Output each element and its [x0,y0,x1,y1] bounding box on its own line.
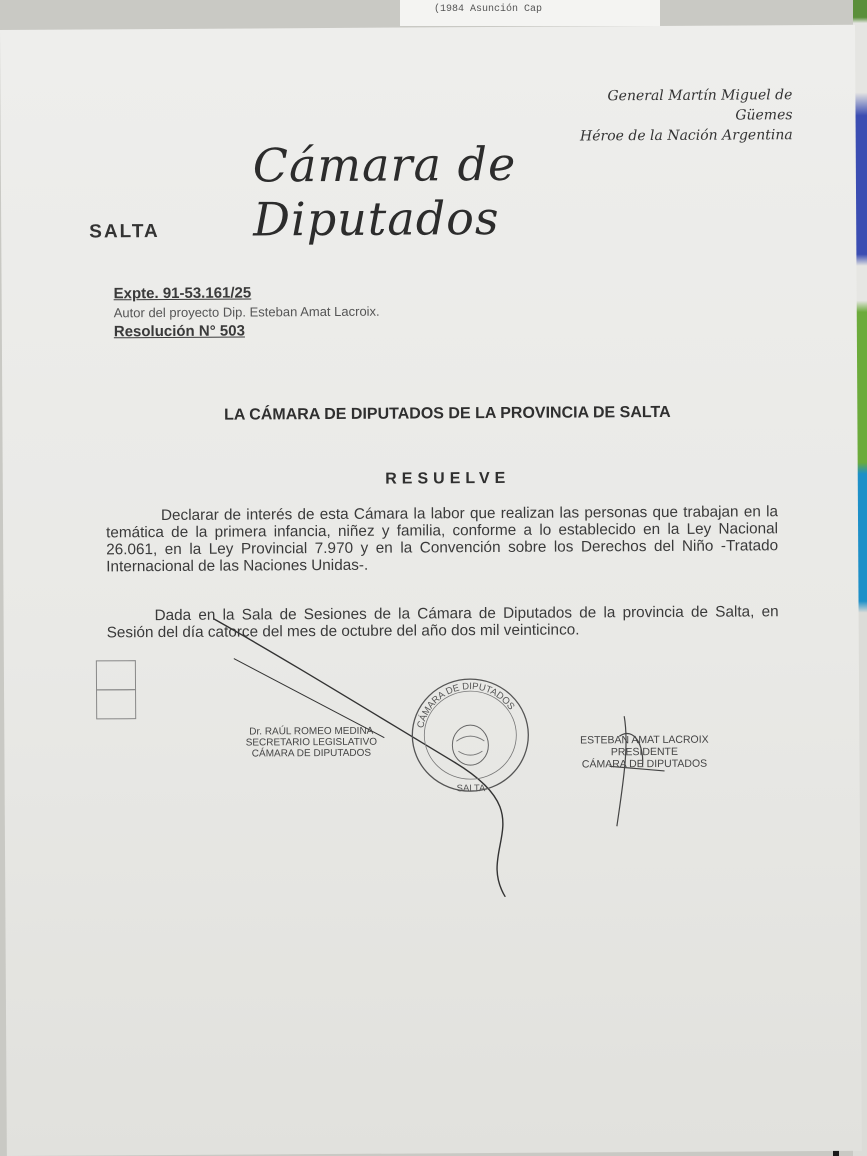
document-heading: LA CÁMARA DE DIPUTADOS DE LA PROVINCIA DE SALTA [224,403,671,424]
file-number: Expte. 91-53.161/25 [113,284,252,303]
chamber-title: Cámara de Diputados [252,136,517,247]
underlying-page-text: (1984 Asunción Cap [434,4,543,15]
seal-ring-text: CÁMARA DE DIPUTADOS [415,681,517,730]
hero-line-2: Héroe de la Nación Argentina [579,127,793,145]
seal-bottom-text: SALTA [456,783,486,795]
underlying-page-strip [400,0,660,26]
secretary-signature-block [236,726,386,760]
province-name: SALTA [89,221,160,243]
secretary-org: CÁMARA DE DIPUTADOS [251,747,372,760]
resolution-paragraph: Declarar de interés de esta Cámara la labor que realizan las personas que trabajan en la temática de la primera infancia, niñez y familia, conforme a lo establecido en la Ley Nacional 26.061, en la Ley Provincial 7.970 y en la Convención sobre los Derechos del Niño -Tratado Internacional de las Naciones Unidas-. [106,503,779,576]
stamp-boxes [96,661,136,719]
project-author: Autor del proyecto Dip. Esteban Amat Lacroix. [113,303,380,321]
resuelve-heading: RESUELVE [385,469,511,488]
stamp-box [96,689,136,719]
resolution-number: Resolución N° 503 [113,322,245,341]
stamp-box [96,660,136,690]
secretary-title: SECRETARIO LEGISLATIVO [245,736,378,749]
president-name: ESTEBAN AMAT LACROIX [580,733,709,747]
secretary-name: Dr. RAÚL ROMEO MEDINA [249,725,374,738]
president-title: PRESIDENTE [610,745,679,759]
president-signature-block [564,734,724,771]
chamber-seal [400,667,541,798]
session-paragraph: Dada en la Sala de Sesiones de la Cámara de Diputados de la provincia de Salta, en Sesión del día catorce del mes de octubre del año dos mil veinticinco. [106,603,779,642]
resolution-document [0,25,862,1156]
hero-line-1: General Martín Miguel de Güemes [607,87,793,124]
president-org: CÁMARA DE DIPUTADOS [581,757,708,771]
